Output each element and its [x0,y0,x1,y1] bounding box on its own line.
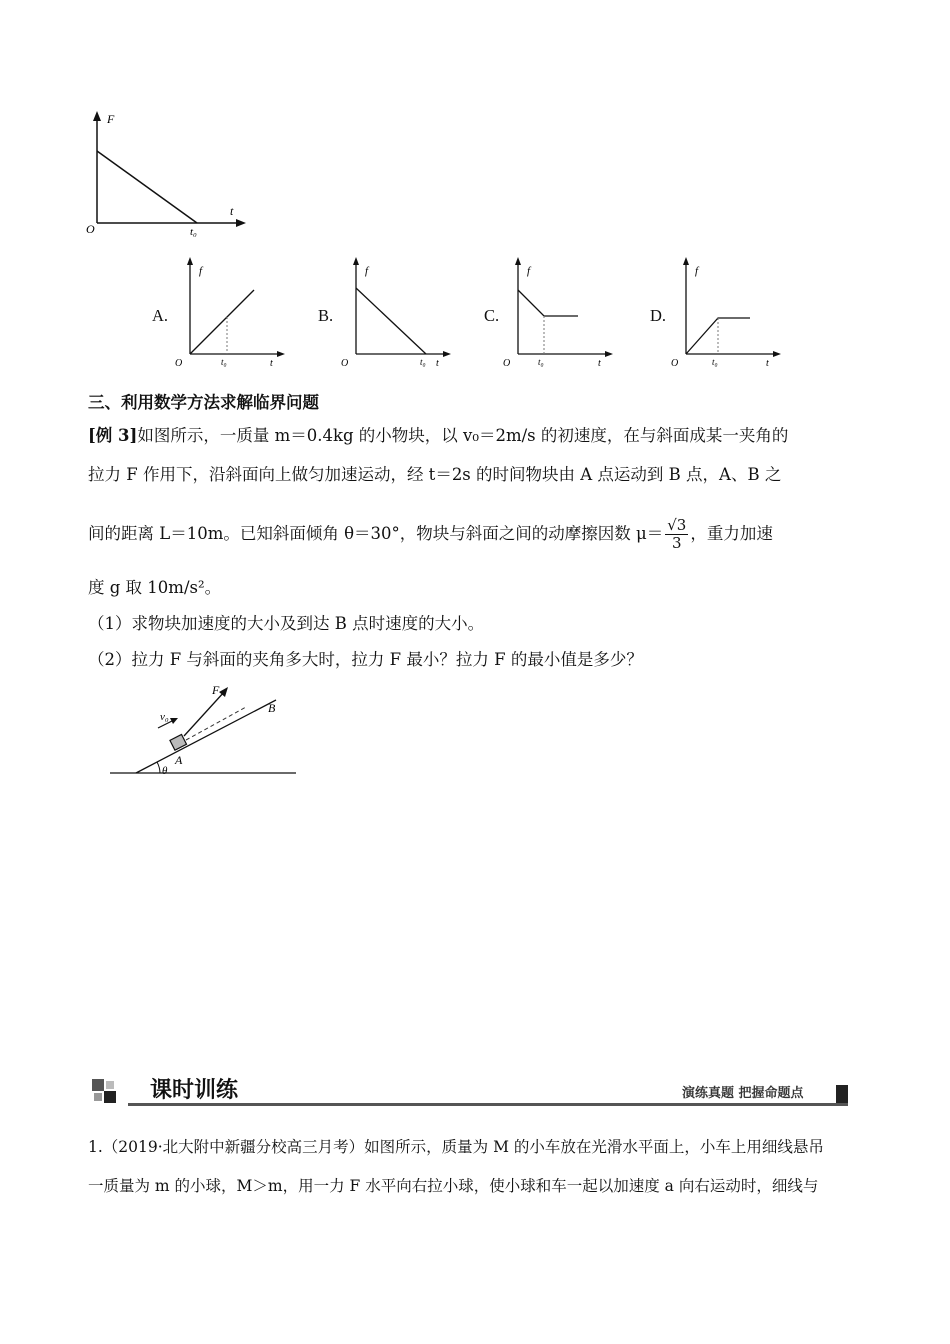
svg-text:t: t [270,358,273,369]
svg-text:t₀: t₀ [221,357,227,367]
svg-text:t: t [766,358,769,369]
problem-1-line-1: 1.（2019·北大附中新疆分校高三月考）如图所示，质量为 M 的小车放在光滑水平面上，小车上用细线悬吊 [88,1138,824,1156]
section-heading: 三、利用数学方法求解临界问题 [88,393,319,412]
svg-text:A: A [175,753,183,767]
option-b-graph[interactable] [338,252,458,370]
svg-text:v₀: v₀ [160,711,169,723]
svg-text:t₀: t₀ [420,357,426,367]
x-axis-arrow [236,219,246,227]
svg-text:t: t [598,358,601,369]
banner-rule [128,1103,848,1106]
banner-logo-icon [88,1077,122,1107]
svg-text:O: O [175,358,183,369]
example-line-2: 拉力 F 作用下，沿斜面向上做匀加速运动，经 t＝2s 的时间物块由 A 点运动到 B 点，A、B 之 [88,465,782,484]
svg-text:t₀: t₀ [538,357,544,367]
problem-1-line-2: 一质量为 m 的小球，M＞m，用一力 F 水平向右拉小球，使小球和车一起以加速度 a 向右运动时，细线与 [88,1177,819,1195]
svg-text:F: F [212,683,220,697]
x-label: t [230,204,234,218]
question-2: （2）拉力 F 与斜面的夹角多大时，拉力 F 最小？拉力 F 的最小值是多少？ [88,650,643,669]
option-c-label: C. [484,306,500,325]
mu-fraction: $\frac{√3}{3}$ [667,515,687,552]
option-d-label: D. [650,306,667,325]
question-1: （1）求物块加速度的大小及到达 B 点时速度的大小。 [88,614,485,633]
banner-end-block [836,1085,848,1103]
svg-text:t: t [436,358,439,369]
svg-text:B: B [268,701,276,715]
option-b-label: B. [318,306,334,325]
t0-label: t₀ [190,226,197,238]
option-c-graph[interactable] [500,252,620,370]
svg-text:O: O [341,358,349,369]
y-axis-arrow [93,111,101,121]
section-banner [88,1073,850,1107]
svg-text:O: O [671,358,679,369]
svg-text:f: f [365,265,369,277]
example-line-1: [例 3]如图所示，一质量 m＝0.4kg 的小物块，以 v₀＝2m/s 的初速度，在与斜面成某一夹角的 [88,426,789,445]
incline-figure [100,680,310,785]
option-a-graph[interactable] [172,252,292,370]
force-line [97,151,197,223]
y-label: F [107,112,115,126]
banner-title: 课时训练 [150,1078,239,1103]
svg-text:θ: θ [162,765,168,777]
example-line-3: 间的距离 L＝10m。已知斜面倾角 θ＝30°，物块与斜面之间的动摩擦因数 μ＝ $\frac{√3}{3}$ ，重力加速 [88,515,773,552]
example-tag: [例 3] [88,426,138,445]
banner-subtitle: 演练真题 把握命题点 [682,1086,804,1101]
svg-text:f: f [695,265,699,277]
svg-text:f: f [199,265,203,277]
origin-label: O [86,222,95,236]
option-a-label: A. [152,306,169,325]
top-force-time-graph [80,105,260,240]
svg-text:f: f [527,265,531,277]
option-d-graph[interactable] [668,252,788,370]
svg-text:O: O [503,358,511,369]
svg-text:t₀: t₀ [712,357,718,367]
example-line-4: 度 g 取 10m/s²。 [88,578,222,597]
